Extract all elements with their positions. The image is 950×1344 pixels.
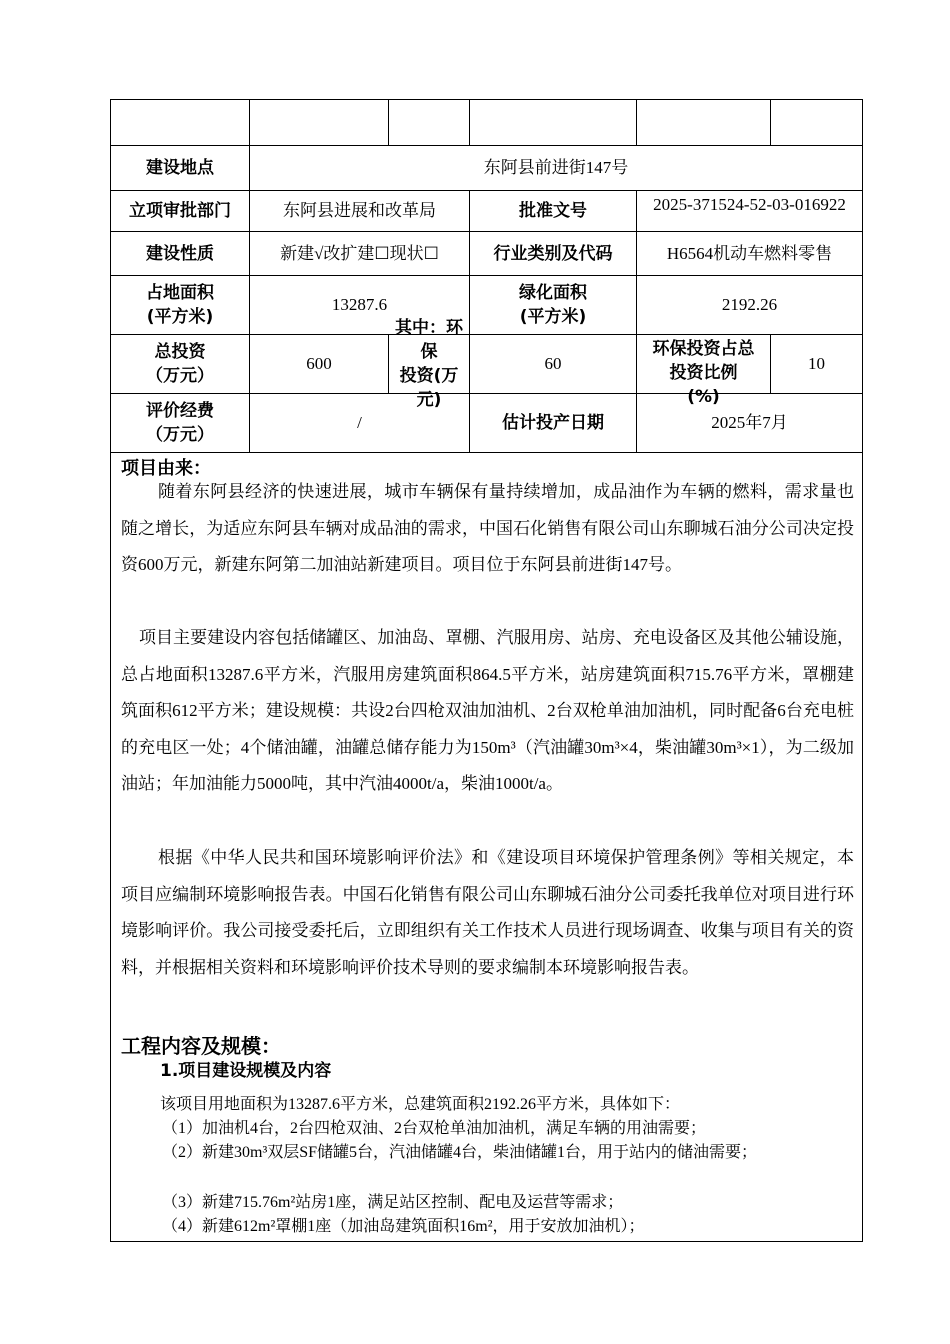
scope-subheading: 1.项目建设规模及内容 <box>160 1061 332 1081</box>
env-invest-label: 其中：环保 投资(万元) <box>388 334 470 394</box>
approval-dept-value: 东阿县进展和改革局 <box>249 190 470 232</box>
scope-item-2: （2）新建30m³双层SF储罐5台，汽油储罐4台，柴油储罐1台，用于站内的储油需要； <box>162 1144 758 1161</box>
area-value: 13287.6 <box>249 275 470 335</box>
location-label: 建设地点 <box>110 145 250 191</box>
area-label: 占地面积 (平方米) <box>110 275 250 335</box>
approval-dept-label: 立项审批部门 <box>110 190 250 232</box>
origin-heading: 项目由来： <box>121 458 211 479</box>
green-area-label: 绿化面积 (平方米) <box>469 275 637 335</box>
location-value: 东阿县前进街147号 <box>249 145 863 191</box>
nature-label: 建设性质 <box>110 231 250 276</box>
scope-item-1: （1）加油机4台，2台四枪双油、2台双枪单油加油机，满足车辆的用油需要； <box>162 1120 707 1137</box>
paragraph-origin: 随着东阿县经济的快速进展，城市车辆保有量持续增加，成品油作为车辆的燃料，需求量也随之增长，为适应东阿县车辆对成品油的需求，中国石化销售有限公司山东聊城石油分公司决定投资600万元，新建东阿第二加油站新建项目。项目位于东阿县前进街147号。 <box>121 482 854 574</box>
total-invest-value: 600 <box>249 334 389 394</box>
scope-item-4: （4）新建612m²罩棚1座（加油岛建筑面积16m²，用于安放加油机）； <box>162 1218 645 1235</box>
industry-value: H6564机动车燃料零售 <box>636 231 863 276</box>
scope-heading: 工程内容及规模： <box>121 1034 281 1058</box>
env-invest-value: 60 <box>469 334 637 394</box>
industry-label: 行业类别及代码 <box>469 231 637 276</box>
green-area-value: 2192.26 <box>636 275 863 335</box>
table-empty-cell <box>770 99 863 146</box>
table-empty-cell <box>469 99 637 146</box>
env-ratio-label: 环保投资占总 投资比例 (%) <box>636 334 771 394</box>
table-empty-cell <box>110 99 250 146</box>
table-empty-cell <box>388 99 470 146</box>
fee-value: / <box>249 393 470 453</box>
fee-label: 评价经费 （万元） <box>110 393 250 453</box>
paragraph-regulation: 根据《中华人民共和国环境影响评价法》和《建设项目环境保护管理条例》等相关规定，本项目应编制环境影响报告表。中国石化销售有限公司山东聊城石油分公司委托我单位对项目进行环境影响评价。我公司接受委托后，立即组织有关工作技术人员进行现场调查、收集与项目有关的资料，并根据相关资料和环境影响评价技术导则的要求编制本环境影响报告表。 <box>121 848 854 977</box>
table-empty-cell <box>249 99 389 146</box>
scope-item-3: （3）新建715.76m²站房1座，满足站区控制、配电及运营等需求； <box>162 1194 624 1211</box>
nature-value: 新建√改扩建☐现状☐ <box>249 231 470 276</box>
production-date-value: 2025年7月 <box>636 393 863 453</box>
env-ratio-value: 10 <box>770 334 863 394</box>
approval-no-value: 2025-371524-52-03-016922 <box>636 190 863 232</box>
approval-no-label: 批准文号 <box>469 190 637 232</box>
paragraph-content: 项目主要建设内容包括储罐区、加油岛、罩棚、汽服用房、站房、充电设备区及其他公辅设施，总占地面积13287.6平方米，汽服用房建筑面积864.5平方米，站房建筑面积715.76平方米，罩棚建筑面积612平方米；建设规模：共设2台四枪双油加油机、2台双枪单油加油机，同时配备6台充电桩的充电区一处；4个储油罐，油罐总储存能力为150m³（汽油罐30m³×4，柴油罐30m³×1），为二级加油站；年加油能力5000吨，其中汽油4000t/a，柴油1000t/a。 <box>121 628 854 793</box>
total-invest-label: 总投资 （万元） <box>110 334 250 394</box>
table-empty-cell <box>636 99 771 146</box>
production-date-label: 估计投产日期 <box>469 393 637 453</box>
scope-intro: 该项目用地面积为13287.6平方米，总建筑面积2192.26平方米，具体如下： <box>160 1096 681 1113</box>
